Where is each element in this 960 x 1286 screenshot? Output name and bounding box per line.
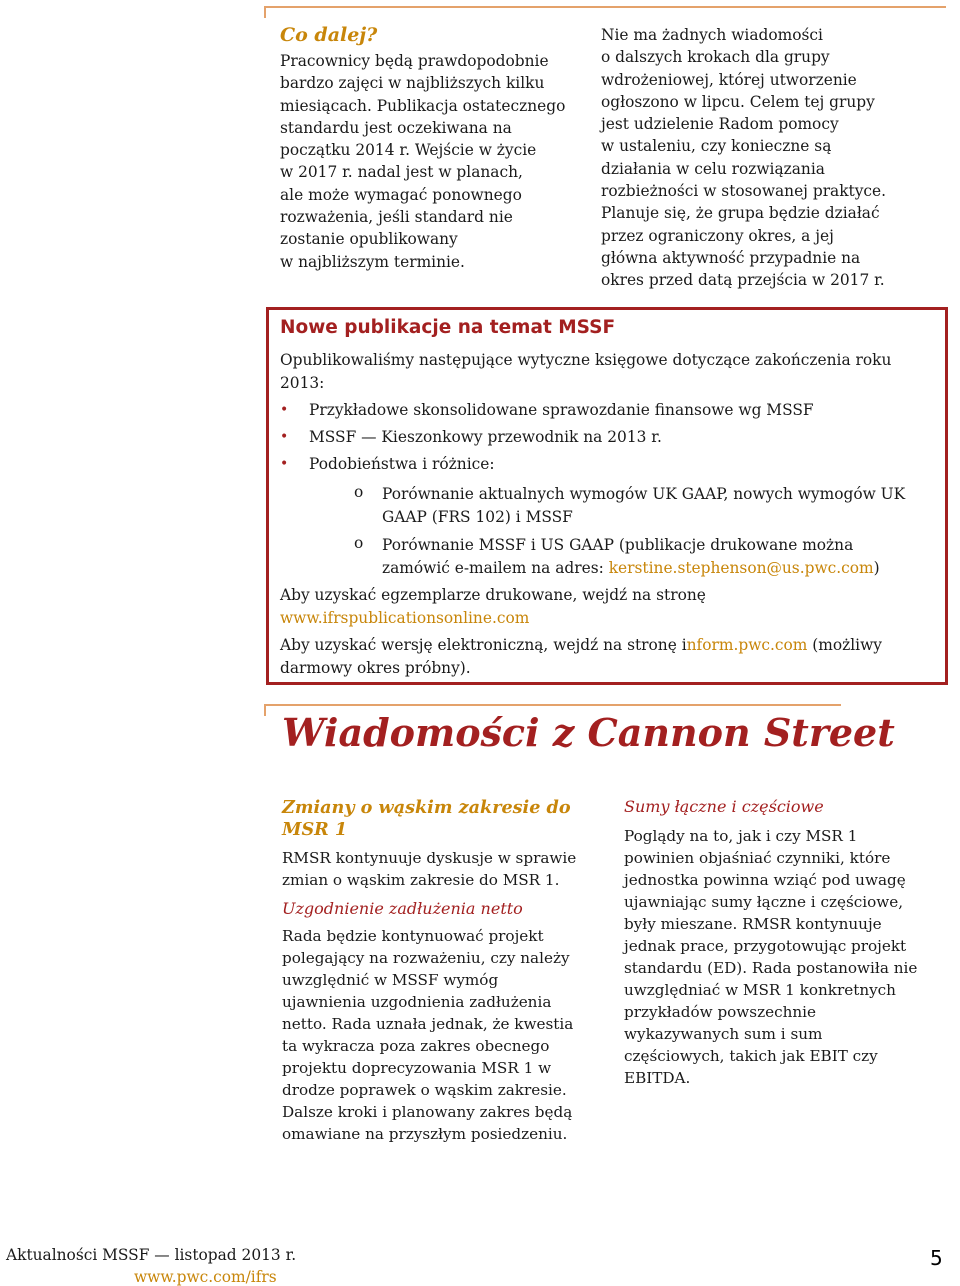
page-number: 5 (930, 1246, 943, 1270)
totals-subtitle: Sumy łączne i częściowe (624, 797, 824, 816)
bullet-item (280, 453, 930, 480)
email-link[interactable]: kerstine.stephenson@us.pwc.com (608, 558, 874, 577)
section-title-co-dalej: Co dalej? (280, 24, 378, 46)
bullet-item-label: Przykładowe skonsolidowane sprawozdanie finansowe wg MSSF (309, 401, 814, 419)
bullet-item-label: MSSF — Kieszonkowy przewodnik na 2013 r. (309, 428, 662, 446)
footer-publication: Aktualności MSSF — listopad 2013 r. (6, 1246, 297, 1264)
sub-item-us-gaap-text: Porównanie MSSF i US GAAP (publikacje drukowane można zamówić e-mailem na adres: (382, 536, 854, 577)
bullet-marker: • (280, 456, 289, 472)
print-copies-label: Aby uzyskać egzemplarze drukowane, wejdź na stronę (280, 586, 706, 604)
sub-bullet-marker: o (354, 534, 364, 552)
publications-box-title: Nowe publikacje na temat MSSF (280, 317, 616, 338)
co-dalej-text: Pracownicy będą prawdopodobnie bardzo zajęci w najbliższych kilku miesiącach. Publikacja ostatecznego standardu jest oczekiwana na początku 2014 r. Wejście w życie w 2017 r. nadal jest w planach, ale może wymagać ponownego rozważenia, jeśli standard nie zostanie opublikowany w najbliższym terminie. (280, 52, 566, 271)
top-corner-bracket (264, 6, 946, 18)
bullet-item (280, 399, 930, 426)
bullet-item (280, 426, 930, 453)
electronic-version-end: (możliwy darmowy okres próbny). (280, 636, 882, 677)
amendments-text: RMSR kontynuuje dyskusje w sprawie zmian o wąskim zakresie do MSR 1. (282, 849, 577, 889)
sub-bullet-marker: o (354, 483, 364, 501)
cannon-street-title: Wiadomości z Cannon Street (282, 710, 895, 755)
electronic-version-label: Aby uzyskać wersję elektroniczną, wejdź na stronę i (280, 636, 687, 654)
print-copies-text (280, 584, 930, 629)
bullet-item-label: Podobieństwa i różnice: (309, 455, 495, 473)
footer-website-link[interactable]: www.pwc.com/ifrs (134, 1268, 277, 1286)
sub-item-uk-gaap: Porównanie aktualnych wymogów UK GAAP, nowych wymogów UK GAAP (FRS 102) i MSSF (382, 485, 906, 526)
bullet-marker: • (280, 402, 289, 418)
net-debt-text: Rada będzie kontynuować projekt polegający na rozważeniu, czy należy uwzględnić w MSSF wymóg ujawnienia uzgodnienia zadłużenia netto. Rada uznała jednak, że kwestia ta wykracza poza zakres obecnego projektu doprecyzowania MSR 1 w drodze poprawek o wąskim zakresie. Dalsze kroki i planowany zakres będą omawiane na przyszłym posiedzeniu. (282, 927, 574, 1143)
publications-intro: Opublikowaliśmy następujące wytyczne księgowe dotyczące zakończenia roku 2013: (280, 351, 892, 392)
sub-item-us-gaap (382, 534, 942, 579)
totals-text: Poglądy na to, jak i czy MSR 1 powinien objaśniać czynniki, które jednostka powinna wziąć pod uwagę ujawniając sumy łączne i częściowe, były mieszane. RMSR kontynuuje jednak prace, przygotowując projekt standardu (ED). Rada postanowiła nie uwzględniać w MSR 1 konkretnych przykładów powszechnie wykazywanych sum i sum częściowych, takich jak EBIT czy EBITDA. (624, 827, 918, 1087)
sub-item-us-gaap-end: ) (873, 558, 880, 577)
electronic-version-text (280, 634, 930, 679)
implementation-group-text: Nie ma żadnych wiadomości o dalszych krokach dla grupy wdrożeniowej, której utworzenie ogłoszono w lipcu. Celem tej grupy jest udzielenie Radom pomocy w ustaleniu, czy konieczne są działania w celu rozwiązania rozbieżności w stosowanej praktyce. Planuje się, że grupa będzie działać przez ograniczony okres, a jej główna aktywność przypadnie na okres przed datą przejścia w 2017 r. (601, 26, 887, 290)
net-debt-subtitle: Uzgodnienie zadłużenia netto (282, 899, 523, 918)
publications-bullet-list (280, 399, 930, 480)
bullet-marker: • (280, 429, 289, 445)
inform-link[interactable]: nform.pwc.com (686, 636, 808, 654)
ifrs-publications-link[interactable]: www.ifrspublicationsonline.com (280, 608, 530, 627)
amendments-title: Zmiany o wąskim zakresie do MSR 1 (282, 797, 571, 840)
